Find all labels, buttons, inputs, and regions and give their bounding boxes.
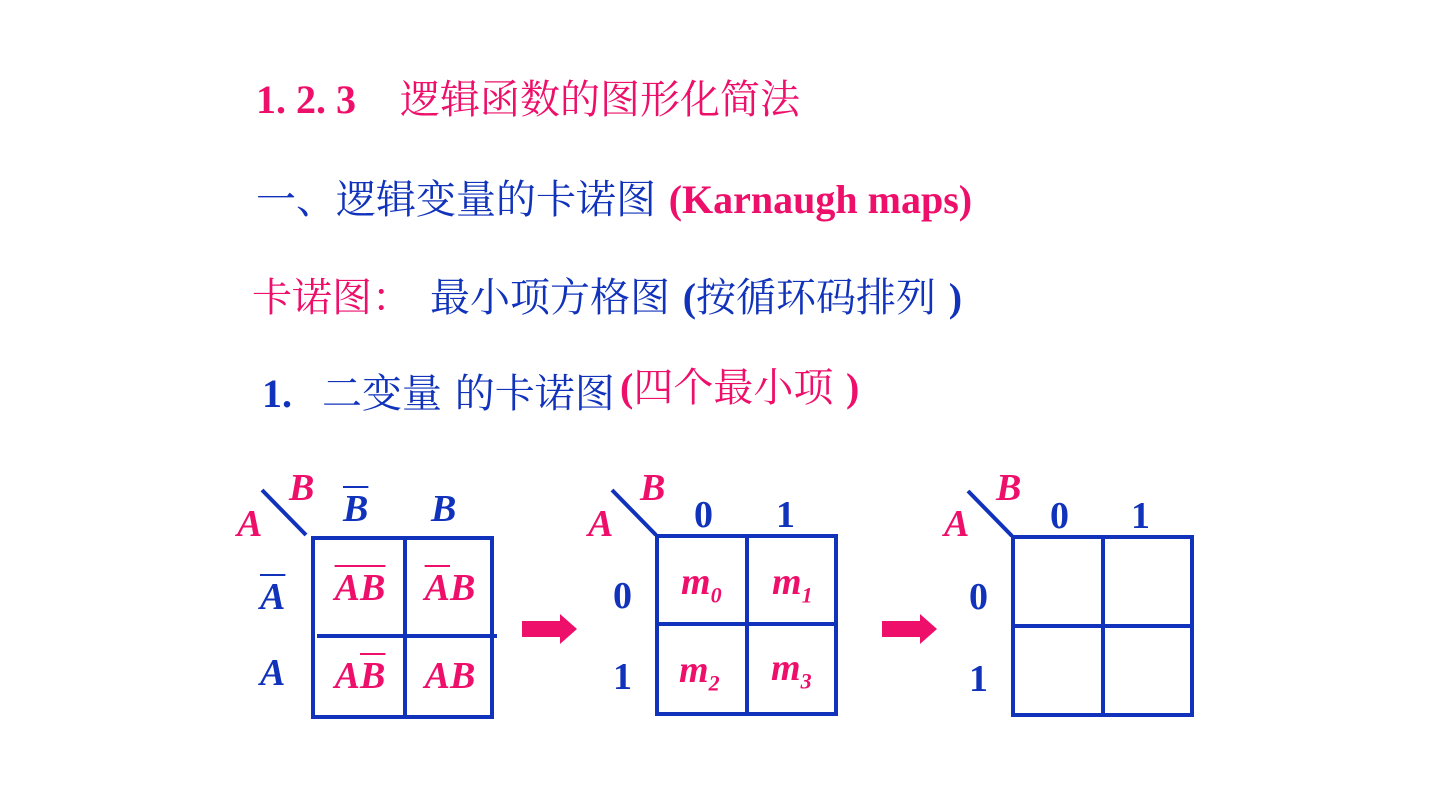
kmap3-row-header-0: 0 (969, 576, 988, 618)
right-arrow-icon (522, 614, 577, 644)
kmap2-row-header-1: 1 (613, 656, 632, 698)
kmap1-row-header-a: A (260, 652, 286, 694)
kmap1-cell-11: A B (424, 655, 476, 697)
kmap2-cell-m1: $m_1$ (772, 561, 813, 608)
item-text: 二变量 的卡诺图 (322, 371, 615, 417)
kmap3-row-header-1: 1 (969, 658, 988, 700)
kmap2-var-row: A (588, 503, 614, 545)
kmap1-col-header-b: B (431, 488, 457, 530)
kmap3-var-row: A (944, 503, 970, 545)
subsection-title: 一、逻辑变量的卡诺图 (256, 177, 656, 223)
item-paren-open: ( (620, 365, 634, 410)
kmap3-col-header-0: 0 (1050, 495, 1069, 537)
kmap2-cell-m3: $m_3$ (771, 647, 812, 694)
subsection-english: (Karnaugh maps) (668, 177, 973, 222)
kmap1-var-row: A (237, 503, 263, 545)
kmap1-col-header-bnot: $\overline{B}$ (343, 488, 369, 530)
section-number: 1. 2. 3 (256, 77, 356, 122)
definition-text: 最小项方格图 (430, 275, 670, 321)
kmap1-var-col: B (289, 467, 315, 509)
kmap3-col-header-1: 1 (1131, 495, 1150, 537)
kmap2-var-col: B (640, 467, 666, 509)
kmap3-var-col: B (996, 467, 1022, 509)
kmap2-col-header-1: 1 (776, 494, 795, 536)
right-arrow-icon (882, 614, 937, 644)
kmap2-cell-m2: $m_2$ (679, 649, 720, 696)
kmap2-row-header-0: 0 (613, 575, 632, 617)
paren-open: ( (682, 275, 697, 320)
paren-close: ) (948, 275, 963, 320)
definition-label: 卡诺图： (252, 275, 412, 321)
item-paren-close: ) (846, 365, 860, 410)
kmap1-cell-01: $\overline{A}$ B (424, 567, 476, 609)
definition-note: 按循环码排列 (696, 275, 937, 321)
kmap1-cell-10: A $\overline{B}$ (334, 655, 386, 697)
section-title: 逻辑函数的图形化简法 (400, 77, 800, 123)
item-number: 1. (262, 371, 292, 416)
kmap3-grid (968, 491, 1192, 715)
kmap2-cell-m0: $m_0$ (681, 561, 722, 608)
kmap1-cell-00: $\overline{A}$ $\overline{B}$ (334, 567, 386, 609)
kmap1-row-header-anot: $\overline{A}$ (260, 576, 286, 618)
kmap2-col-header-0: 0 (694, 494, 713, 536)
item-note: 四个最小项 (633, 365, 834, 411)
